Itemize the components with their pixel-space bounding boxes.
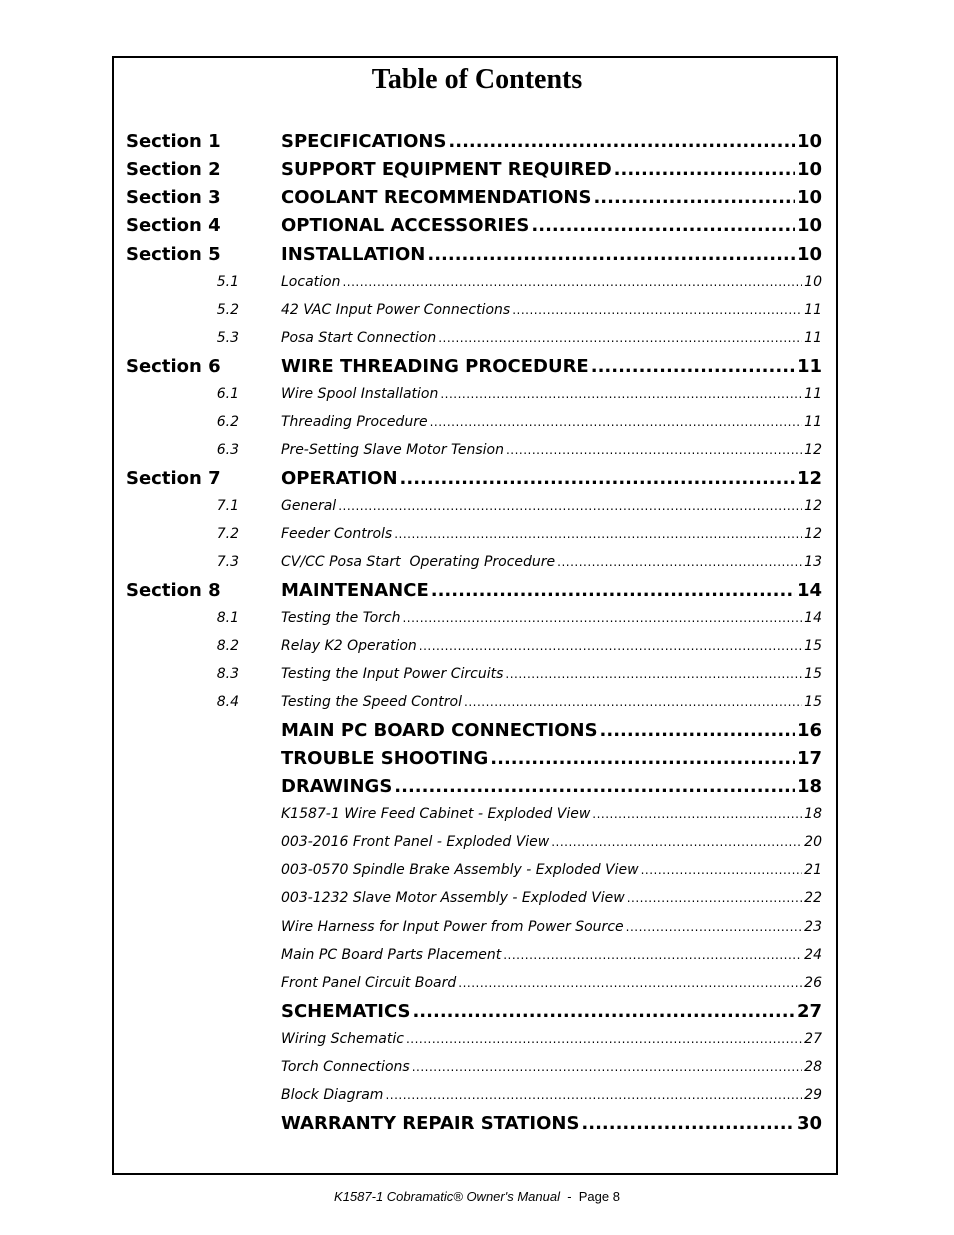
toc-dot-leader <box>503 948 802 962</box>
toc-dot-leader <box>419 639 802 653</box>
toc-entry-label: Front Panel Circuit Board <box>281 975 457 991</box>
toc-dot-leader <box>427 244 795 265</box>
toc-page-number: 28 <box>804 1059 822 1075</box>
toc-entry <box>281 187 822 208</box>
toc-entry <box>281 975 822 991</box>
toc-dot-leader <box>458 976 802 990</box>
toc-dot-leader <box>412 1001 794 1022</box>
toc-section-number: Section 8 <box>126 580 221 601</box>
toc-subsection-number: 6.3 <box>216 442 239 458</box>
toc-subsection-row[interactable] <box>0 442 954 464</box>
toc-section-number: Section 3 <box>126 187 221 208</box>
toc-subsection-number: 5.1 <box>216 274 239 290</box>
toc-entry <box>281 414 822 430</box>
toc-entry-label: Block Diagram <box>281 1087 384 1103</box>
toc-page-number: 12 <box>804 498 822 514</box>
toc-entry-label: Testing the Input Power Circuits <box>281 666 504 682</box>
toc-dot-leader <box>627 891 802 905</box>
toc-dot-leader <box>581 1113 795 1134</box>
toc-subsection-row[interactable] <box>0 274 954 296</box>
toc-entry-label: K1587-1 Wire Feed Cabinet - Exploded View <box>281 806 591 822</box>
toc-entry <box>281 244 822 265</box>
toc-entry <box>281 330 822 346</box>
toc-section-number: Section 4 <box>126 215 221 236</box>
toc-dot-leader <box>591 356 795 377</box>
toc-dot-leader <box>402 611 802 625</box>
toc-entry <box>281 834 822 850</box>
toc-entry <box>281 554 822 570</box>
toc-subsection-number: 6.1 <box>216 386 239 402</box>
toc-entry <box>281 776 822 797</box>
toc-dot-leader <box>464 695 802 709</box>
toc-page-number: 10 <box>796 244 822 265</box>
toc-section-row[interactable] <box>0 776 954 802</box>
toc-subsection-row[interactable] <box>0 1059 954 1081</box>
toc-page-number: 10 <box>796 187 822 208</box>
toc-page-number: 12 <box>804 526 822 542</box>
toc-dot-leader <box>385 1088 802 1102</box>
toc-dot-leader <box>394 776 795 797</box>
toc-dot-leader <box>531 215 795 236</box>
toc-entry-label: Wire Spool Installation <box>281 386 439 402</box>
toc-subsection-row[interactable] <box>0 526 954 548</box>
toc-dot-leader <box>400 468 795 489</box>
toc-page-number: 18 <box>796 776 822 797</box>
toc-entry-label: Main PC Board Parts Placement <box>281 947 502 963</box>
toc-entry <box>281 666 822 682</box>
toc-entry <box>281 748 822 769</box>
toc-subsection-row[interactable] <box>0 554 954 576</box>
toc-entry <box>281 1087 822 1103</box>
toc-page-number: 23 <box>804 919 822 935</box>
toc-subsection-row[interactable] <box>0 694 954 716</box>
toc-section-row[interactable] <box>0 187 954 213</box>
toc-entry-label: 42 VAC Input Power Connections <box>281 302 511 318</box>
toc-entry-label: Wire Harness for Input Power from Power Source <box>281 919 624 935</box>
toc-page-number: 11 <box>804 302 822 318</box>
toc-entry <box>281 1059 822 1075</box>
toc-page-number: 15 <box>804 666 822 682</box>
toc-subsection-row[interactable] <box>0 890 954 912</box>
toc-entry-label: SCHEMATICS <box>281 1001 411 1022</box>
toc-subsection-number: 8.1 <box>216 610 239 626</box>
toc-page-number: 26 <box>804 975 822 991</box>
toc-subsection-row[interactable] <box>0 638 954 660</box>
toc-dot-leader <box>342 275 802 289</box>
toc-page-number: 20 <box>804 834 822 850</box>
toc-section-row[interactable] <box>0 159 954 185</box>
toc-section-number: Section 6 <box>126 356 221 377</box>
toc-dot-leader <box>641 863 803 877</box>
footer-manual-name: K1587-1 Cobramatic® Owner's Manual <box>334 1189 560 1204</box>
toc-section-row[interactable] <box>0 215 954 241</box>
toc-entry <box>281 638 822 654</box>
toc-dot-leader <box>592 807 802 821</box>
toc-dot-leader <box>490 748 795 769</box>
toc-entry-label: WARRANTY REPAIR STATIONS <box>281 1113 580 1134</box>
toc-entry <box>281 1113 822 1134</box>
toc-entry <box>281 1001 822 1022</box>
toc-subsection-number: 7.1 <box>216 498 239 514</box>
toc-subsection-number: 8.4 <box>216 694 239 710</box>
page-footer <box>0 1189 954 1204</box>
toc-entry-label: Relay K2 Operation <box>281 638 417 654</box>
toc-page-number: 14 <box>796 580 822 601</box>
toc-entry-label: WIRE THREADING PROCEDURE <box>281 356 589 377</box>
toc-subsection-row[interactable] <box>0 806 954 828</box>
toc-subsection-row[interactable] <box>0 862 954 884</box>
toc-entry <box>281 610 822 626</box>
toc-entry-label: Posa Start Connection <box>281 330 437 346</box>
toc-subsection-row[interactable] <box>0 330 954 352</box>
toc-entry-label: Pre-Setting Slave Motor Tension <box>281 442 504 458</box>
toc-section-number: Section 1 <box>126 131 221 152</box>
toc-entry-label: Testing the Speed Control <box>281 694 462 710</box>
toc-entry <box>281 274 822 290</box>
toc-section-number: Section 5 <box>126 244 221 265</box>
toc-entry <box>281 302 822 318</box>
toc-subsection-row[interactable] <box>0 947 954 969</box>
toc-dot-leader <box>338 499 802 513</box>
toc-subsection-number: 5.3 <box>216 330 239 346</box>
toc-entry-label: TROUBLE SHOOTING <box>281 748 489 769</box>
toc-subsection-number: 6.2 <box>216 414 239 430</box>
toc-entry <box>281 498 822 514</box>
toc-entry-label: Wiring Schematic <box>281 1031 404 1047</box>
toc-section-number: Section 7 <box>126 468 221 489</box>
toc-page-number: 10 <box>804 274 822 290</box>
toc-section-row[interactable] <box>0 356 954 382</box>
toc-subsection-number: 8.2 <box>216 638 239 654</box>
toc-page-number: 29 <box>804 1087 822 1103</box>
toc-section-row[interactable] <box>0 244 954 270</box>
toc-dot-leader <box>512 303 802 317</box>
toc-entry <box>281 580 822 601</box>
toc-entry-label: CV/CC Posa Start Operating Procedure <box>281 554 556 570</box>
toc-entry-label: Testing the Torch <box>281 610 401 626</box>
toc-dot-leader <box>431 580 795 601</box>
toc-dot-leader <box>593 187 794 208</box>
toc-entry <box>281 442 822 458</box>
toc-subsection-row[interactable] <box>0 834 954 856</box>
toc-dot-leader <box>551 835 802 849</box>
toc-subsection-row[interactable] <box>0 1031 954 1053</box>
toc-page-number: 11 <box>804 414 822 430</box>
toc-page-number: 18 <box>804 806 822 822</box>
toc-page-number: 10 <box>796 131 822 152</box>
toc-page-number: 10 <box>796 159 822 180</box>
toc-entry <box>281 468 822 489</box>
toc-page-number: 17 <box>796 748 822 769</box>
toc-entry <box>281 215 822 236</box>
toc-page-number: 30 <box>796 1113 822 1134</box>
toc-page-number: 11 <box>796 356 822 377</box>
toc-entry <box>281 356 822 377</box>
toc-dot-leader <box>600 720 795 741</box>
toc-subsection-row[interactable] <box>0 414 954 436</box>
toc-entry <box>281 386 822 402</box>
toc-dot-leader <box>406 1032 802 1046</box>
footer-page-number: Page 8 <box>578 1189 620 1204</box>
toc-page-number: 11 <box>804 386 822 402</box>
toc-entry <box>281 890 822 906</box>
toc-section-row[interactable] <box>0 131 954 157</box>
toc-entry-label: 003-0570 Spindle Brake Assembly - Exploded View <box>281 862 639 878</box>
toc-page-number: 16 <box>796 720 822 741</box>
toc-entry <box>281 694 822 710</box>
toc-dot-leader <box>557 555 802 569</box>
toc-page-number: 12 <box>796 468 822 489</box>
toc-entry-label: MAIN PC BOARD CONNECTIONS <box>281 720 598 741</box>
toc-dot-leader <box>448 131 795 152</box>
toc-page-number: 24 <box>804 947 822 963</box>
toc-subsection-row[interactable] <box>0 666 954 688</box>
toc-page-number: 11 <box>804 330 822 346</box>
toc-page-number: 15 <box>804 694 822 710</box>
toc-entry-label: SPECIFICATIONS <box>281 131 447 152</box>
footer-separator: - <box>559 1189 579 1204</box>
toc-dot-leader <box>614 159 795 180</box>
toc-page-number: 22 <box>804 890 822 906</box>
toc-entry-label: Threading Procedure <box>281 414 428 430</box>
toc-subsection-number: 5.2 <box>216 302 239 318</box>
toc-page-number: 12 <box>804 442 822 458</box>
toc-entry <box>281 1031 822 1047</box>
toc-dot-leader <box>394 527 802 541</box>
toc-page-number: 27 <box>804 1031 822 1047</box>
toc-dot-leader <box>626 920 803 934</box>
toc-section-number: Section 2 <box>126 159 221 180</box>
toc-section-row[interactable] <box>0 720 954 746</box>
toc-page-number: 21 <box>804 862 822 878</box>
toc-entry-label: SUPPORT EQUIPMENT REQUIRED <box>281 159 612 180</box>
toc-dot-leader <box>505 667 802 681</box>
toc-subsection-number: 8.3 <box>216 666 239 682</box>
toc-dot-leader <box>412 1060 802 1074</box>
toc-dot-leader <box>438 331 802 345</box>
toc-entry-label: INSTALLATION <box>281 244 426 265</box>
toc-page-number: 10 <box>796 215 822 236</box>
toc-entry-label: 003-1232 Slave Motor Assembly - Exploded View <box>281 890 625 906</box>
toc-entry-label: COOLANT RECOMMENDATIONS <box>281 187 592 208</box>
toc-subsection-row[interactable] <box>0 498 954 520</box>
toc-dot-leader <box>430 415 803 429</box>
toc-entry <box>281 159 822 180</box>
toc-subsection-row[interactable] <box>0 919 954 941</box>
toc-subsection-number: 7.2 <box>216 526 239 542</box>
toc-entry-label: Location <box>281 274 341 290</box>
toc-entry-label: Torch Connections <box>281 1059 410 1075</box>
toc-section-row[interactable] <box>0 468 954 494</box>
toc-entry <box>281 947 822 963</box>
page-title: Table of Contents <box>371 64 583 95</box>
toc-subsection-number: 7.3 <box>216 554 239 570</box>
toc-subsection-row[interactable] <box>0 302 954 324</box>
toc-entry <box>281 720 822 741</box>
toc-section-row[interactable] <box>0 1113 954 1139</box>
toc-entry-label: OPTIONAL ACCESSORIES <box>281 215 530 236</box>
toc-section-row[interactable] <box>0 748 954 774</box>
toc-subsection-row[interactable] <box>0 386 954 408</box>
toc-entry <box>281 862 822 878</box>
toc-entry <box>281 131 822 152</box>
toc-dot-leader <box>440 387 802 401</box>
toc-page-number: 14 <box>804 610 822 626</box>
toc-entry-label: OPERATION <box>281 468 398 489</box>
toc-section-row[interactable] <box>0 1001 954 1027</box>
toc-entry-label: Feeder Controls <box>281 526 393 542</box>
toc-entry <box>281 526 822 542</box>
toc-subsection-row[interactable] <box>0 610 954 632</box>
toc-page-number: 27 <box>796 1001 822 1022</box>
toc-entry <box>281 919 822 935</box>
toc-dot-leader <box>506 443 802 457</box>
toc-subsection-row[interactable] <box>0 1087 954 1109</box>
toc-entry-label: MAINTENANCE <box>281 580 429 601</box>
toc-page-number: 15 <box>804 638 822 654</box>
toc-subsection-row[interactable] <box>0 975 954 997</box>
toc-entry-label: DRAWINGS <box>281 776 393 797</box>
toc-page-number: 13 <box>804 554 822 570</box>
toc-entry-label: 003-2016 Front Panel - Exploded View <box>281 834 550 850</box>
toc-section-row[interactable] <box>0 580 954 606</box>
toc-entry-label: General <box>281 498 337 514</box>
toc-entry <box>281 806 822 822</box>
